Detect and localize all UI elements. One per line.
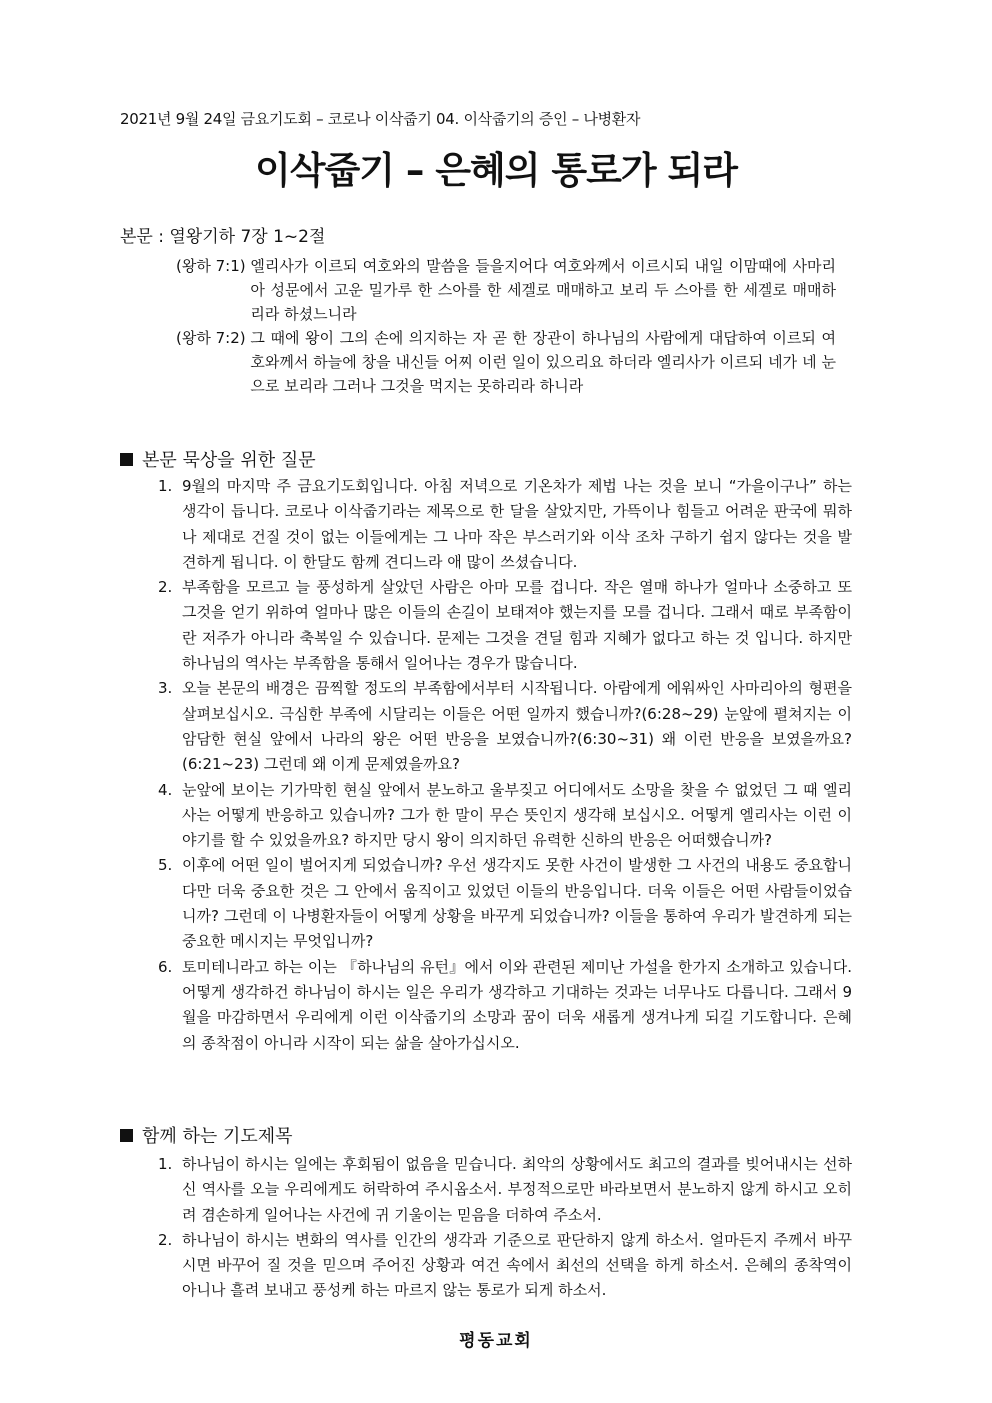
item-text: 토미테니라고 하는 이는 『하나님의 유턴』에서 이와 관련된 제미난 가설을 한가지 소개하고 있습니다. 어떻게 생각하건 하나님이 하시는 일은 우리가 생각하고 기대하는 것과는 너무나도 다릅니다. 그래서 9월을 마감하면서 우리에게 이런 이삭줍기의 소망과 꿈이 더욱 새롭게 생겨나게 되길 기도합니다. 은혜의 종착점이 아니라 시작이 되는 삶을 살아가십시오. bbox=[182, 957, 852, 1052]
item-text: 하나님이 하시는 변화의 역사를 인간의 생각과 기준으로 판단하지 않게 하소서. 얼마든지 주께서 바꾸시면 바꾸어 질 것을 믿으며 주어진 상황과 여건 속에서 최선의 선택을 하게 하소서. 은혜의 종착역이 아니나 흘려 보내고 풍성케 하는 마르지 않는 통로가 되게 하소서. bbox=[182, 1230, 852, 1300]
page-title: 이삭줍기 – 은혜의 통로가 되라 bbox=[255, 149, 737, 192]
item-number: 4. bbox=[158, 780, 173, 799]
list-item bbox=[158, 955, 852, 1056]
list-item bbox=[158, 778, 852, 854]
list-item bbox=[158, 853, 852, 954]
meditation-heading bbox=[120, 446, 316, 472]
list-item bbox=[158, 575, 852, 676]
item-text: 하나님이 하시는 일에는 후회됨이 없음을 믿습니다. 최악의 상황에서도 최고의 결과를 빚어내시는 선하신 역사를 오늘 우리에게도 허락하여 주시옵소서. 부정적으로만 바라보면서 분노하지 않게 하시고 오히려 겸손하게 일어나는 사건에 귀 기울이는 믿음을 더하여 주소서. bbox=[182, 1155, 852, 1224]
item-number: 2. bbox=[158, 578, 173, 597]
verse-text: 그 때에 왕이 그의 손에 의지하는 자 곧 한 장관이 하나님의 사람에게 대답하여 이르되 여호와께서 하늘에 창을 내신들 어찌 이런 일이 있으리요 하더라 엘리사가 이르되 네가 네 눈으로 보리라 그러나 그것을 먹지는 못하리라 하니라 bbox=[250, 329, 836, 395]
church-name-logo: 평동교회 bbox=[459, 1331, 533, 1351]
item-number: 6. bbox=[158, 957, 173, 976]
item-text: 이후에 어떤 일이 벌어지게 되었습니까? 우선 생각지도 못한 사건이 발생한 그 사건의 내용도 중요합니다만 더욱 중요한 것은 그 안에서 움직이고 있었던 이들의 반응입니다. 더욱 이들은 어떤 사람들이었습니까? 그런데 이 나병환자들이 어떻게 상황을 바꾸게 되었습니까? 이들을 통하여 우리가 발견하게 되는 중요한 메시지는 무엇입니까? bbox=[182, 856, 852, 951]
item-text: 부족함을 모르고 늘 풍성하게 살았던 사람은 아마 모를 겁니다. 작은 열매 하나가 얼마나 소중하고 또 그것을 얻기 위하여 얼마나 많은 이들의 손길이 보태져야 했는지를 모를 겁니다. 그래서 때로 부족함이란 저주가 아니라 축복일 수 있습니다. 문제는 그것을 견딜 힘과 지혜가 없다고 하는 것 입니다. 하지만 하나님의 역사는 부족함을 통해서 일어나는 경우가 많습니다. bbox=[182, 578, 852, 673]
meditation-heading-text: 본문 묵상을 위한 질문 bbox=[142, 450, 316, 471]
prayer-topic-list bbox=[158, 1152, 852, 1304]
list-item bbox=[158, 474, 852, 575]
prayer-heading bbox=[120, 1122, 293, 1148]
verse-text: 엘리사가 이르되 여호와의 말씀을 들을지어다 여호와께서 이르시되 내일 이맘때에 사마리아 성문에서 고운 밀가루 한 스아를 한 세겔로 매매하고 보리 두 스아를 한 세겔로 매매하리라 하셨느니라 bbox=[250, 257, 836, 323]
meditation-question-list bbox=[158, 474, 852, 1056]
scripture-verses bbox=[176, 254, 836, 398]
item-number: 5. bbox=[158, 856, 173, 875]
item-number: 2. bbox=[158, 1230, 173, 1249]
verse-ref: (왕하 7:2) bbox=[176, 329, 251, 347]
item-text: 눈앞에 보이는 기가막힌 현실 앞에서 분노하고 울부짖고 어디에서도 소망을 찾을 수 없었던 그 때 엘리사는 어떻게 반응하고 있습니까? 그가 한 말이 무슨 뜻인지 생각해 보십시오. 어떻게 엘리사는 이런 이야기를 할 수 있었을까요? 하지만 당시 왕이 의지하던 유력한 신하의 반응은 어떠했습니까? bbox=[182, 780, 852, 850]
square-bullet-icon bbox=[120, 453, 133, 466]
scripture-reference: 본문 : 열왕기하 7장 1~2절 bbox=[120, 227, 326, 247]
item-text: 오늘 본문의 배경은 끔찍할 정도의 부족함에서부터 시작됩니다. 아람에게 에워싸인 사마리아의 형편을 살펴보십시오. 극심한 부족에 시달리는 이들은 어떤 일까지 했습니까?(6:28~29) 눈앞에 펼쳐지는 이 암담한 현실 앞에서 나라의 왕은 어떤 반응을 보였습니까?(6:30~31) 왜 이런 반응을 보였을까요?(6:21~23) 그런데 왜 이게 문제였을까요? bbox=[182, 679, 852, 774]
verse-item bbox=[176, 254, 836, 326]
list-item bbox=[158, 1152, 852, 1228]
item-number: 1. bbox=[158, 1155, 173, 1173]
verse-item bbox=[176, 326, 836, 398]
verse-ref: (왕하 7:1) bbox=[176, 257, 251, 275]
item-number: 3. bbox=[158, 679, 173, 698]
item-text: 9월의 마지막 주 금요기도회입니다. 아침 저녁으로 기온차가 제법 나는 것을 보니 “가을이구나” 하는 생각이 듭니다. 코로나 이삭줍기라는 제목으로 한 달을 살았지만, 가뜩이나 힘들고 어려운 판국에 뭐하나 제대로 건질 것이 없는 이들에게는 그 나마 작은 부스러기와 이삭 조차 구하기 쉽지 않다는 것을 발견하게 됩니다. 이 한달도 함께 견디느라 애 많이 쓰셨습니다. bbox=[182, 477, 852, 571]
list-item bbox=[158, 1228, 852, 1304]
item-number: 1. bbox=[158, 477, 173, 495]
list-item bbox=[158, 676, 852, 777]
prayer-heading-text: 함께 하는 기도제목 bbox=[142, 1126, 293, 1147]
service-info-line: 2021년 9월 24일 금요기도회 – 코로나 이삭줍기 04. 이삭줍기의 증인 – 나병환자 bbox=[120, 110, 641, 128]
square-bullet-icon bbox=[120, 1129, 133, 1142]
